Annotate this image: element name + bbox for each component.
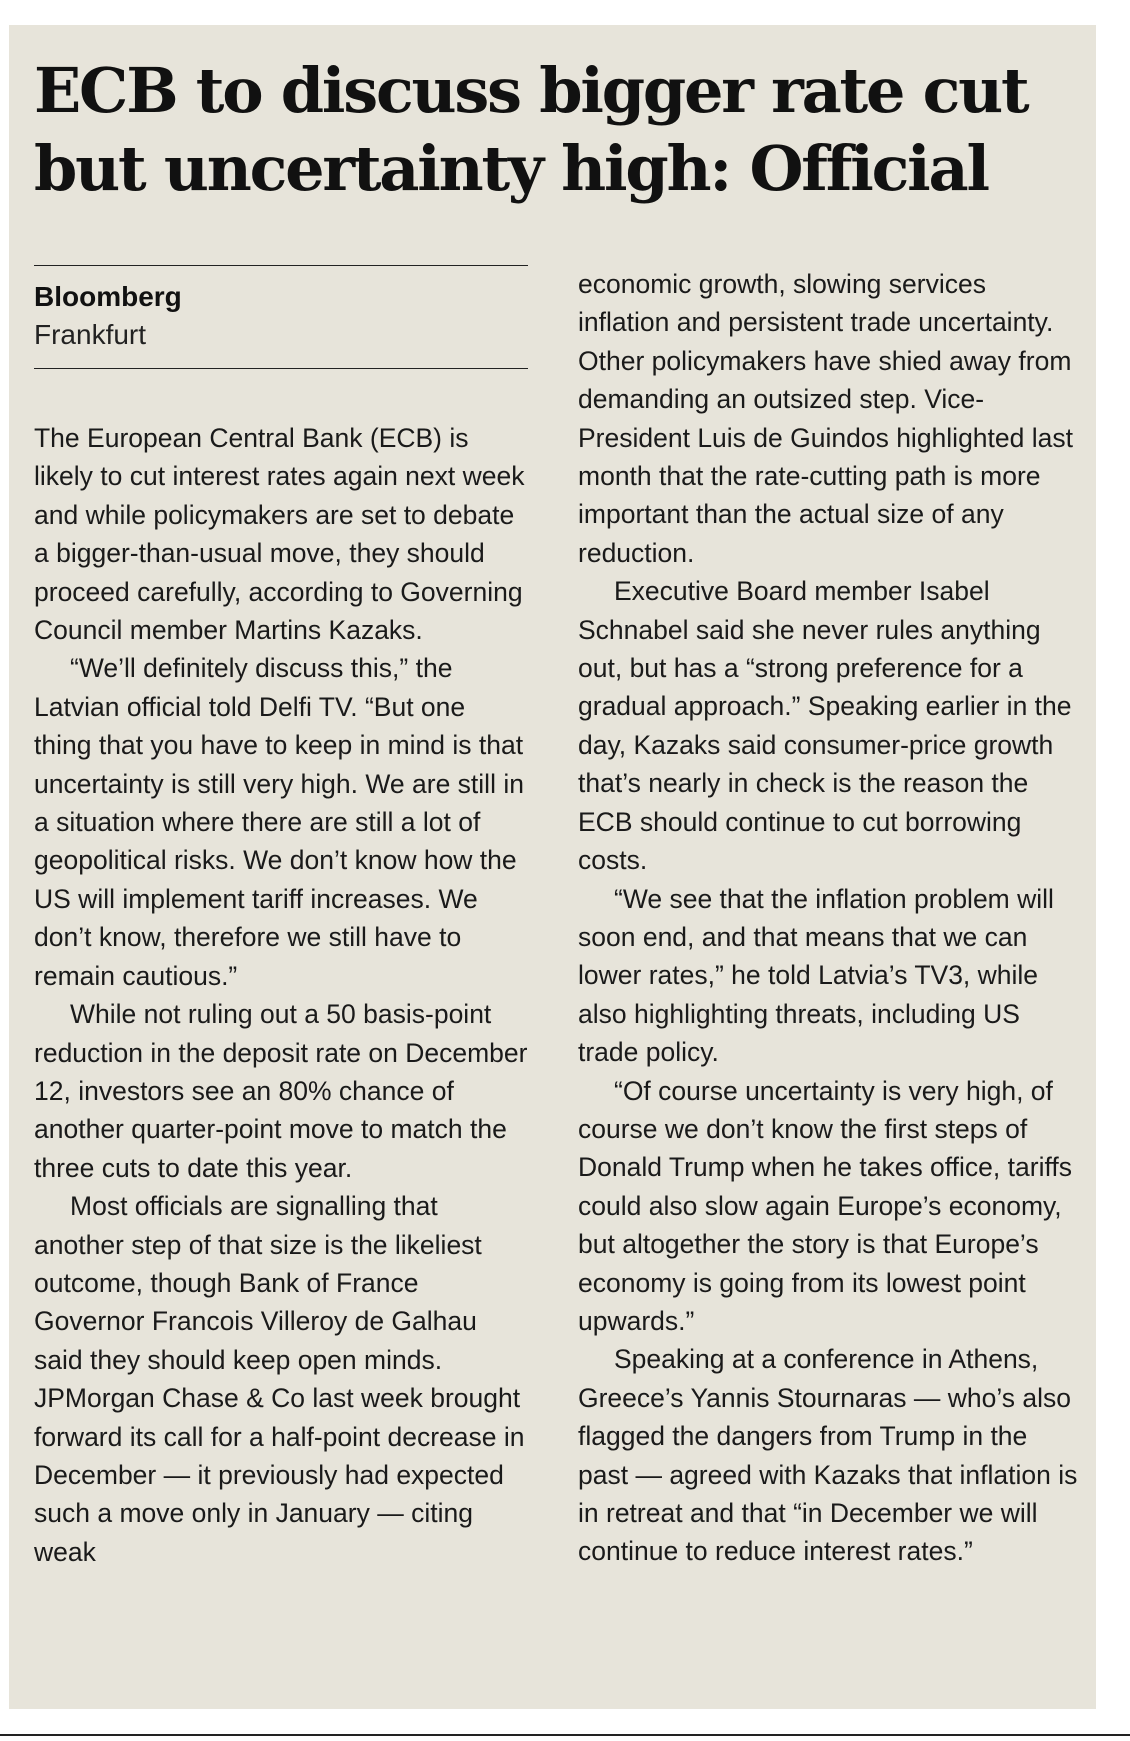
article-column-left <box>34 265 528 1571</box>
byline <box>34 266 528 368</box>
body-paragraph-2: “We’ll definitely discuss this,” the Latvian official told Delfi TV. “But one thing that you have to keep in mind is that uncertainty is still very high. We are still in a situation where there are still a lot of geopolitical risks. We don’t know how the US will implement tariff increases. We don’t know, therefore we still have to remain cautious.” <box>34 653 524 991</box>
body-paragraph-8: “Of course uncertainty is very high, of course we don’t know the first steps of Donald Trump when he takes office, tariffs could also slow again Europe’s economy, but altogether the story is that Europe’s economy is going from its lowest point upwards.” <box>578 1075 1072 1336</box>
dateline: Frankfurt <box>34 319 147 350</box>
body-paragraph-3: While not ruling out a 50 basis-point reduction in the deposit rate on December 12, investors see an 80% chance of another quarter-point move to match the three cuts to date this year. <box>34 999 528 1183</box>
byline-bottom-rule <box>34 368 528 369</box>
headline: ECB to discuss bigger rate cut but uncertainty high: Official <box>34 54 1028 205</box>
body-paragraph-5: economic growth, slowing services inflation and persistent trade uncertainty. Other policymakers have shied away from demanding an outsized step. Vice-President Luis de Guindos highlighted last month that the rate-cutting path is more important than the actual size of any reduction. <box>578 269 1073 568</box>
body-paragraph-9: Speaking at a conference in Athens, Greece’s Yannis Stournaras — who’s also flagged the dangers from Trump in the past — agreed with Kazaks that inflation is in retreat and that “in December we will continue to reduce interest rates.” <box>578 1344 1078 1567</box>
article-column-right <box>578 265 1078 1571</box>
body-paragraph-1: The European Central Bank (ECB) is likely to cut interest rates again next week and while policymakers are set to debate a bigger-than-usual move, they should proceed carefully, according to Governing Council member Martins Kazaks. <box>34 423 525 646</box>
body-paragraph-6: Executive Board member Isabel Schnabel said she never rules anything out, but has a “strong preference for a gradual approach.” Speaking earlier in the day, Kazaks said consumer-price growth that’s nearly in check is the reason the ECB should continue to cut borrowing costs. <box>578 576 1072 876</box>
body-paragraph-7: “We see that the inflation problem will soon end, and that means that we can lower rates,” he told Latvia’s TV3, while also highlighting threats, including US trade policy. <box>578 883 1054 1068</box>
body-paragraph-4: Most officials are signalling that another step of that size is the likeliest outcome, though Bank of France Governor Francois Villeroy de Galhau said they should keep open minds. JPMorgan Chase & Co last week brought forward its call for a half-point decrease in December — it previously had expected such a move only in January — citing weak <box>34 1191 525 1567</box>
source-name: Bloomberg <box>34 281 182 312</box>
page-bottom-rule <box>0 1734 1130 1736</box>
